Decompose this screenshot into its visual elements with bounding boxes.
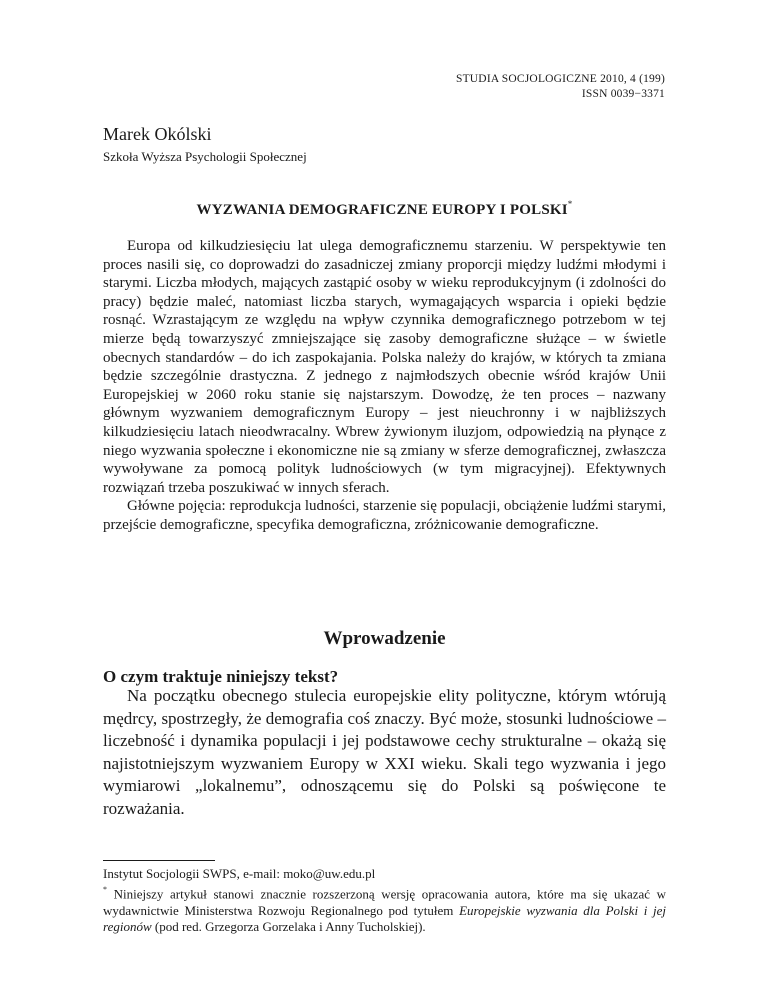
abstract [103,237,666,535]
footnote-text-part-2: (pod red. Grzegorza Gorzelaka i Anny Tucholskiej). [151,919,426,935]
footnote-book-title: Europejskie wyzwania dla Polski i jej regionów [103,902,666,935]
body-text [103,685,666,821]
footnote-affiliation: Instytut Socjologii SWPS, e-mail: moko@uw.edu.pl [103,866,376,881]
body-paragraph: Na początku obecnego stulecia europejskie elity polityczne, którym wtórują mędrcy, spostrzegły, że demografia coś znaczy. Być może, stosunki ludnościowe – liczebność i dynamika populacji i jej podstawowe cechy strukturalne – okażą się najistotniejszym wyzwaniem Europy w XXI wieku. Skali tego wyzwania i jego wymiarowi „lokalnemu”, odnoszącemu się do Polski są poświęcone te rozważania. [103,686,666,818]
footnote-marker: * [103,884,107,894]
footnotes [103,866,666,936]
journal-header [265,72,665,102]
abstract-paragraph: Europa od kilkudziesięciu lat ulega demograficznemu starzeniu. W perspektywie ten proces nasili się, co doprowadzi do zasadniczej zmiany proporcji między ludźmi młodymi i starymi. Liczba młodych, mających zastąpić osoby w wieku reprodukcyjnym (i zdolności do pracy) będzie maleć, natomiast liczba starych, wymagających wsparcia i opieki będzie rosnąć. Wzrastającym ze względu na wpływ czynnika demograficznego potrzebom w tej mierze będą towarzyszyć zmniejszające się zasoby demograficzne służące – w świetle obecnych standardów – do ich zaspokajania. Polska należy do krajów, w których ta zmiana będzie szczególnie drastyczna. Z jednego z najmłodszych obecnie wśród krajów Unii Europejskiej w 2060 roku stanie się najstarszym. Dowodzę, że ten proces – nazwany głównym wyzwaniem demograficznym Europy – jest nieuchronny i w najbliższych kilkudziesięciu latach nieodwracalny. Wbrew żywionym iluzjom, odpowiedzią na płynące z niego wyzwania społeczne i ekonomiczne nie są zmiany w sferze demograficznej, zwłaszcza wywoływane za pomocą polityk ludnościowych (w tym migracyjnej). Efektywnych rozwiązań trzeba poszukiwać w innych sferach. [103,238,666,496]
footnote-divider [103,860,215,861]
section-heading: Wprowadzenie [323,628,446,649]
subsection-heading: O czym traktuje niniejszy tekst? [103,667,339,686]
journal-citation: STUDIA SOCJOLOGICZNE 2010, 4 (199) [455,73,665,85]
footnote-text-part-1: Niniejszy artykuł stanowi znacznie rozszerzoną wersję opracowania autora, które ma się ukazać w wydawnictwie Ministerstwa Rozwoju Regionalnego pod tytułem [103,886,667,918]
article-title [103,200,666,219]
journal-issn: ISSN 0039−3371 [581,88,665,100]
footnote-star [103,883,666,936]
article-title-text: WYZWANIA DEMOGRAFICZNE EUROPY I POLSKI [196,202,568,218]
title-footnote-marker: * [567,199,573,209]
abstract-keywords: Główne pojęcia: reprodukcja ludności, starzenie się populacji, obciążenie ludźmi starymi, przejście demograficzne, specyfika demograficzna, zróżnicowanie demograficzne. [103,498,666,533]
author-name: Marek Okólski [103,124,212,144]
author-affiliation: Szkoła Wyższa Psychologii Społecznej [103,149,307,164]
